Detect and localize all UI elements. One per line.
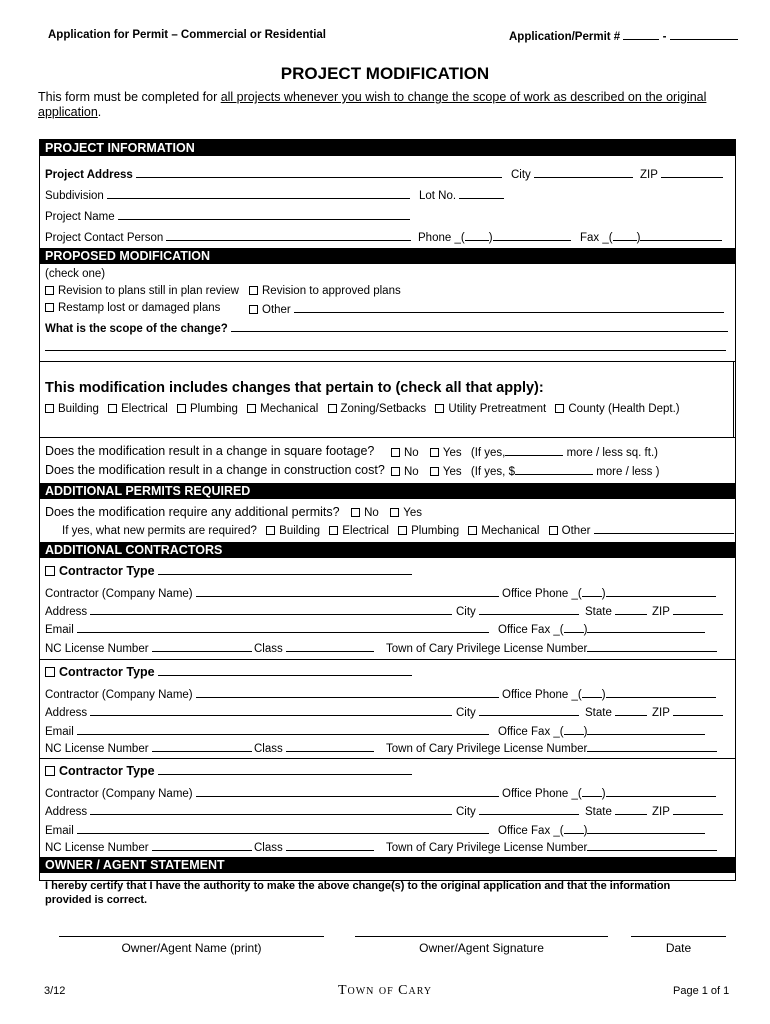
license-field[interactable]: [152, 840, 252, 851]
section-additional-contractors: ADDITIONAL CONTRACTORS: [39, 542, 736, 558]
section-project-information: PROJECT INFORMATION: [39, 140, 736, 156]
checkbox[interactable]: [249, 286, 258, 295]
divider: [39, 361, 736, 362]
subdivision-row: Subdivision: [45, 188, 410, 202]
email-row: Email: [45, 724, 489, 738]
address-row: Address: [45, 804, 452, 818]
contact-field[interactable]: [166, 230, 411, 241]
date-label: Date: [665, 941, 692, 955]
license-row: NC License Number: [45, 641, 252, 655]
privilege-field[interactable]: [587, 840, 717, 851]
zip-row: ZIP: [640, 167, 723, 181]
contractor-type-2: Contractor Type: [45, 665, 412, 679]
scope-field[interactable]: [231, 321, 728, 332]
permit-number-label: Application/Permit # -: [509, 29, 738, 43]
owner-name-field[interactable]: [59, 936, 324, 937]
intro-line-1: This form must be completed for all projects whenever you wish to change the scope of work as described on the original: [38, 90, 707, 104]
scope-field-line-2[interactable]: [45, 350, 726, 351]
page-number: Page 1 of 1: [673, 985, 730, 997]
address-field[interactable]: [90, 705, 452, 716]
office-phone-row: Office Phone _( ): [502, 786, 716, 800]
sqft-answers: No Yes (If yes, more / less sq. ft.): [391, 445, 658, 459]
contractor-company-row: Contractor (Company Name): [45, 687, 499, 701]
office-phone-row: Office Phone _( ): [502, 687, 716, 701]
change-county[interactable]: County (Health Dept.): [555, 403, 679, 415]
class-row: Class: [254, 641, 374, 655]
fax-row: Fax _( ): [580, 230, 722, 244]
class-field[interactable]: [286, 641, 374, 652]
section-additional-permits: ADDITIONAL PERMITS REQUIRED: [39, 483, 736, 499]
office-phone-field[interactable]: [606, 786, 716, 797]
checkbox[interactable]: [249, 305, 258, 314]
state-field[interactable]: [615, 804, 647, 815]
option-revision-in-review[interactable]: Revision to plans still in plan review: [45, 285, 239, 297]
page-title: PROJECT MODIFICATION: [280, 64, 490, 83]
sqft-amount-field[interactable]: [505, 445, 563, 456]
project-name-field[interactable]: [118, 209, 410, 220]
office-fax-row: Office Fax _( ): [498, 622, 705, 636]
office-fax-row: Office Fax _( ): [498, 724, 705, 738]
permit-other-field[interactable]: [594, 523, 734, 534]
city-field[interactable]: [479, 705, 579, 716]
city-field[interactable]: [534, 167, 633, 178]
contractor-type-1: Contractor Type: [45, 564, 412, 578]
privilege-row: Town of Cary Privilege License Number: [386, 741, 717, 755]
change-utility[interactable]: Utility Pretreatment: [435, 403, 546, 415]
project-address-row: Project Address: [45, 167, 502, 181]
sqft-yes[interactable]: Yes: [430, 447, 462, 459]
section-owner-agent: OWNER / AGENT STATEMENT: [39, 857, 736, 873]
address-row: Address: [45, 604, 452, 618]
date-field[interactable]: [631, 936, 726, 937]
divider: [39, 437, 736, 438]
owner-name-label: Owner/Agent Name (print): [121, 941, 262, 955]
checkbox[interactable]: [45, 566, 55, 576]
lot-row: Lot No.: [419, 188, 504, 202]
state-row: State: [585, 804, 647, 818]
company-field[interactable]: [196, 687, 499, 698]
privilege-field[interactable]: [587, 641, 717, 652]
email-row: Email: [45, 622, 489, 636]
privilege-field[interactable]: [587, 741, 717, 752]
class-field[interactable]: [286, 840, 374, 851]
city-field[interactable]: [479, 804, 579, 815]
option-restamp[interactable]: Restamp lost or damaged plans: [45, 302, 220, 314]
state-field[interactable]: [615, 705, 647, 716]
change-mechanical[interactable]: Mechanical: [247, 403, 318, 415]
privilege-row: Town of Cary Privilege License Number: [386, 840, 717, 854]
cost-answers: No Yes (If yes, $ more / less ): [391, 464, 659, 478]
permit-plumbing[interactable]: Plumbing: [398, 525, 459, 537]
license-row: NC License Number: [45, 741, 252, 755]
divider: [39, 659, 736, 660]
other-field[interactable]: [294, 302, 724, 313]
state-row: State: [585, 705, 647, 719]
question-construction-cost: Does the modification result in a change in construction cost?: [45, 463, 385, 477]
office-phone-field[interactable]: [606, 687, 716, 698]
city-row: City: [456, 804, 579, 818]
class-row: Class: [254, 840, 374, 854]
section-proposed-modification: PROPOSED MODIFICATION: [39, 248, 736, 264]
privilege-row: Town of Cary Privilege License Number: [386, 641, 717, 655]
permit-electrical[interactable]: Electrical: [329, 525, 389, 537]
project-address-field[interactable]: [136, 167, 502, 178]
contractor-type-field[interactable]: [158, 564, 412, 575]
permits-no[interactable]: No: [351, 507, 379, 519]
permit-mechanical[interactable]: Mechanical: [468, 525, 539, 537]
checkbox[interactable]: [45, 667, 55, 677]
form-header-left: Application for Permit – Commercial or Residential: [48, 29, 326, 41]
office-fax-row: Office Fax _( ): [498, 823, 705, 837]
contractor-company-row: Contractor (Company Name): [45, 786, 499, 800]
certification-line-2: provided is correct.: [45, 894, 148, 906]
company-field[interactable]: [196, 786, 499, 797]
phone-field[interactable]: [493, 230, 571, 241]
office-fax-field[interactable]: [587, 622, 705, 633]
scope-row: What is the scope of the change?: [45, 321, 728, 335]
email-field[interactable]: [77, 622, 489, 633]
owner-signature-label: Owner/Agent Signature: [419, 941, 544, 955]
checkbox[interactable]: [45, 766, 55, 776]
changes-checklist: [45, 403, 680, 415]
permit-number-field-1[interactable]: [623, 29, 659, 40]
city-row: City: [511, 167, 633, 181]
question-square-footage: Does the modification result in a change in square footage?: [45, 444, 375, 458]
owner-signature-field[interactable]: [355, 936, 608, 937]
office-fax-field[interactable]: [587, 823, 705, 834]
contractor-company-row: Contractor (Company Name): [45, 586, 499, 600]
state-field[interactable]: [615, 604, 647, 615]
class-row: Class: [254, 741, 374, 755]
email-field[interactable]: [77, 724, 489, 735]
company-field[interactable]: [196, 586, 499, 597]
license-field[interactable]: [152, 741, 252, 752]
checkbox[interactable]: [45, 286, 54, 295]
permits-question: Does the modification require any additional permits? No Yes: [45, 505, 423, 519]
option-other[interactable]: Other: [249, 302, 724, 316]
change-plumbing[interactable]: Plumbing: [177, 403, 238, 415]
city-row: City: [456, 604, 579, 618]
class-field[interactable]: [286, 741, 374, 752]
option-revision-approved[interactable]: Revision to approved plans: [249, 285, 401, 297]
project-name-row: Project Name: [45, 209, 410, 223]
license-row: NC License Number: [45, 840, 252, 854]
change-electrical[interactable]: Electrical: [108, 403, 168, 415]
permits-yes[interactable]: Yes: [390, 507, 422, 519]
state-row: State: [585, 604, 647, 618]
change-building[interactable]: Building: [45, 403, 99, 415]
change-zoning[interactable]: Zoning/Setbacks: [328, 403, 427, 415]
city-field[interactable]: [479, 604, 579, 615]
zip-row: ZIP: [652, 804, 723, 818]
address-field[interactable]: [90, 804, 452, 815]
zip-field[interactable]: [661, 167, 723, 178]
divider: [733, 361, 734, 438]
changes-heading: This modification includes changes that pertain to (check all that apply):: [45, 380, 544, 396]
check-one-label: (check one): [45, 268, 106, 280]
email-field[interactable]: [77, 823, 489, 834]
cost-yes[interactable]: Yes: [430, 466, 462, 478]
email-row: Email: [45, 823, 489, 837]
fax-field[interactable]: [640, 230, 722, 241]
divider: [39, 758, 736, 759]
lot-field[interactable]: [459, 188, 504, 199]
contractor-type-field[interactable]: [158, 665, 412, 676]
phone-row: Phone _( ): [418, 230, 571, 244]
checkbox[interactable]: [45, 303, 54, 312]
permit-number-field-2[interactable]: [670, 29, 738, 40]
sqft-no[interactable]: No: [391, 447, 419, 459]
cost-no[interactable]: No: [391, 466, 419, 478]
contractor-type-3: Contractor Type: [45, 764, 412, 778]
permit-other[interactable]: Other: [549, 525, 591, 537]
intro-line-2: application.: [38, 105, 102, 119]
office-fax-field[interactable]: [587, 724, 705, 735]
permit-building[interactable]: Building: [266, 525, 320, 537]
contact-row: Project Contact Person: [45, 230, 411, 244]
permits-sub: If yes, what new permits are required? Building Electrical Plumbing Mechanical Other: [62, 523, 734, 537]
certification-line-1: I hereby certify that I have the authority to make the above change(s) to the original application and that the information: [45, 880, 671, 892]
form-version: 3/12: [44, 985, 66, 997]
office-phone-row: Office Phone _( ): [502, 586, 716, 600]
zip-row: ZIP: [652, 604, 723, 618]
address-row: Address: [45, 705, 452, 719]
zip-field[interactable]: [673, 804, 723, 815]
zip-field[interactable]: [673, 604, 723, 615]
office-phone-field[interactable]: [606, 586, 716, 597]
city-row: City: [456, 705, 579, 719]
address-field[interactable]: [90, 604, 452, 615]
license-field[interactable]: [152, 641, 252, 652]
zip-row: ZIP: [652, 705, 723, 719]
subdivision-field[interactable]: [107, 188, 410, 199]
town-of-cary-logo: Town of Cary: [337, 983, 433, 998]
contractor-type-field[interactable]: [158, 764, 412, 775]
zip-field[interactable]: [673, 705, 723, 716]
cost-amount-field[interactable]: [515, 464, 593, 475]
